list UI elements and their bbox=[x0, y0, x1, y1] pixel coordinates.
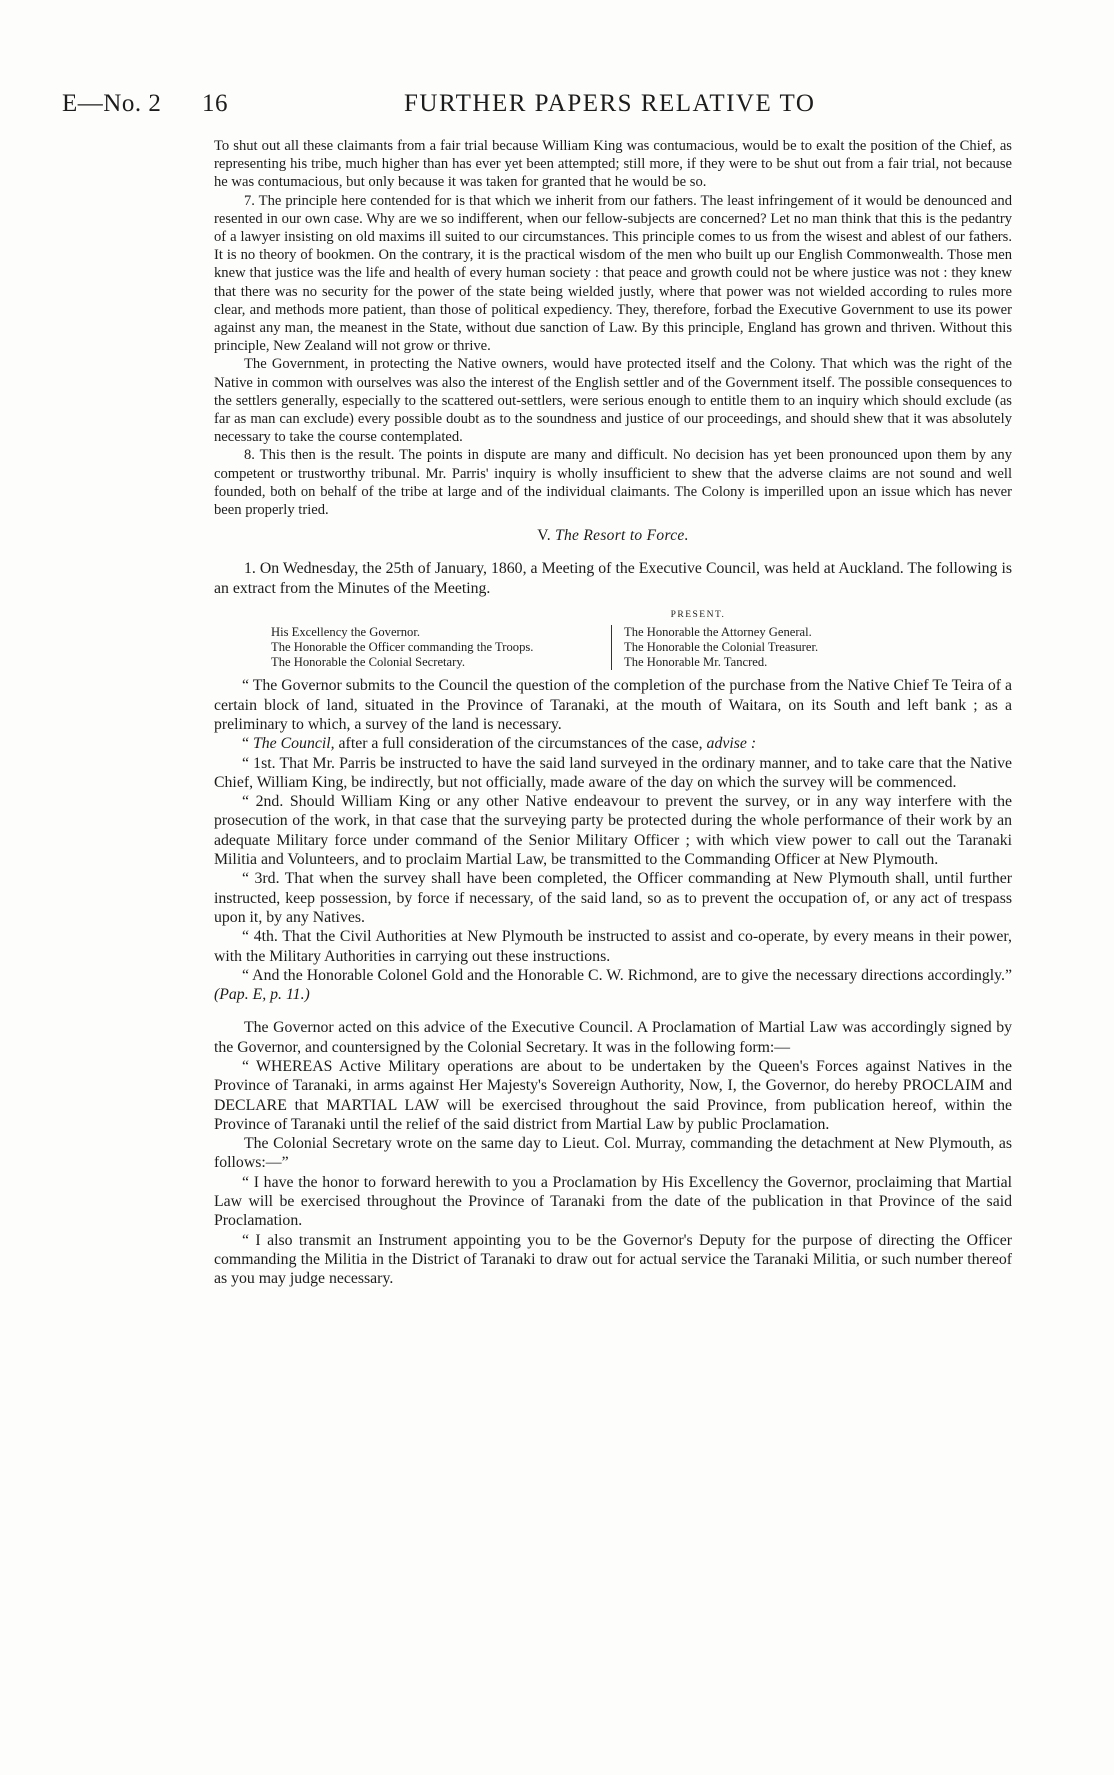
attendance-left-column bbox=[214, 625, 612, 670]
paragraph: 8. This then is the result. The points in dispute are many and difficult. No decision has yet been pronounced upon them by any competent or trustworthy tribunal. Mr. Parris' inquiry is wholly insufficient to shew that the adverse claims are not sound and well founded, both on behalf of the tribe at large and of the individual claimants. The Colony is imperilled upon an issue which has never been properly tried. bbox=[214, 447, 1012, 519]
attendee: The Honorable the Attorney General. bbox=[624, 625, 812, 640]
citation: (Pap. E, p. 11.) bbox=[214, 986, 310, 1004]
section-title: The Resort to Force. bbox=[555, 527, 689, 545]
letter-quote: “ I also transmit an Instrument appointing you to be the Governor's Deputy for the purpose of directing the Officer commanding the Militia in the District of Taranaki to draw out for actual service the Taranaki Militia, or such number thereof as you may judge necessary. bbox=[214, 1231, 1012, 1288]
attendee: The Honorable the Colonial Secretary. bbox=[271, 655, 465, 670]
attendee: The Honorable the Colonial Treasurer. bbox=[624, 640, 819, 655]
advise-prefix: “ bbox=[242, 735, 253, 753]
minute-paragraph: “ The Governor submits to the Council the question of the completion of the purchase from the Native Chief Te Teira of a certain block of land, situated in the Province of Taranaki, at the mouth of Waitara, on its South and left bank ; as a preliminary to which, a survey of the land is necessary. bbox=[214, 677, 1012, 733]
advise-word: advise : bbox=[706, 735, 757, 753]
advise-subject: The Council, bbox=[252, 735, 335, 753]
resolution-text: “ And the Honorable Colonel Gold and the Honorable C. W. Richmond, are to give the necessary directions accordingly.” bbox=[242, 966, 1012, 984]
paragraph: The Colonial Secretary wrote on the same day to Lieut. Col. Murray, commanding the detachment at New Plymouth, as follows:—” bbox=[214, 1135, 1012, 1172]
section-numeral: V. bbox=[537, 527, 551, 545]
attendance-right-column bbox=[612, 625, 818, 670]
page-number: 16 bbox=[202, 90, 228, 117]
attendance-list bbox=[214, 625, 1012, 670]
meeting-intro: 1. On Wednesday, the 25th of January, 1860, a Meeting of the Executive Council, was held at Auckland. The following is an extract from the Minutes of the Meeting. bbox=[214, 560, 1012, 597]
advise-middle: after a full consideration of the circumstances of the case, bbox=[334, 735, 707, 753]
attendee: His Excellency the Governor. bbox=[271, 625, 420, 640]
resolution: “ 4th. That the Civil Authorities at New Plymouth be instructed to assist and co-operate, by every means in their power, with the Military Authorities in carrying out these instructions. bbox=[214, 928, 1012, 965]
advise-line bbox=[214, 734, 1012, 753]
attendee: The Honorable Mr. Tancred. bbox=[624, 655, 768, 670]
spacer bbox=[214, 1004, 1012, 1018]
paragraph: The Government, in protecting the Native owners, would have protected itself and the Colony. That which was the right of the Native in common with ourselves was also the interest of the English settler and of the Government itself. The possible consequences to the settlers generally, especially to the scattered out-settlers, were serious enough to entitle them to an inquiry which should exclude (as far as man can exclude) every possible doubt as to the soundness and justice of our proceedings, and should shew that it was absolutely necessary to take the course contemplated. bbox=[214, 356, 1012, 446]
body-text bbox=[214, 137, 1012, 1289]
attendee: The Honorable the Officer commanding the Troops. bbox=[271, 640, 534, 655]
paragraph: 7. The principle here contended for is that which we inherit from our fathers. The least infringement of it would be denounced and resented in our own case. Why are we so indifferent, when our fellow-subjects are concerned? Let no man think that this is the pedantry of a lawyer insisting on old maxims ill suited to our circumstances. This principle comes to us from the wisest and ablest of our fathers. It is no theory of bookmen. On the contrary, it is the practical wisdom of the men who built up our English Commonwealth. Those men knew that justice was the life and health of every human society : that peace and growth could not be where justice was not : they knew that there was no security for the power of the state being wielded justly, where that power was not wielded according to rules more clear, and methods more patient, than those of political expediency. They, therefore, forbad the Executive Government to use its power against any man, the meanest in the State, without due sanction of Law. By this principle, England has grown and thriven. Without this principle, New Zealand will not grow or thrive. bbox=[214, 192, 1012, 355]
paragraph: The Governor acted on this advice of the Executive Council. A Proclamation of Martial Law was accordingly signed by the Governor, and countersigned by the Colonial Secretary. It was in the following form:— bbox=[214, 1019, 1012, 1056]
resolution: “ 2nd. Should William King or any other Native endeavour to prevent the survey, or in any way interfere with the prosecution of the work, in that case that the surveying party be protected during the whole performance of their work by an adequate Military force under command of the Senior Military Officer ; with which view power to call out the Taranaki Militia and Volunteers, and to proclaim Martial Law, be transmitted to the Commanding Officer at New Plymouth. bbox=[214, 793, 1012, 869]
meeting-block bbox=[214, 559, 1012, 1288]
running-head bbox=[62, 90, 842, 124]
paragraph: To shut out all these claimants from a fair trial because William King was contumacious, would be to exalt the position of the Chief, as representing his tribe, much higher than has ever yet been attempted; still more, if they were to be shut out from a fair trial, not because he was contumacious, but only because it was taken for granted that he would be so. bbox=[214, 138, 1012, 191]
resolution: “ 3rd. That when the survey shall have been completed, the Officer commanding at New Plymouth shall, until further instructed, keep possession, by force if necessary, of the said land, so as to prevent the occupation of, or any act of trespass upon it, by any Natives. bbox=[214, 870, 1012, 926]
resolution bbox=[214, 966, 1012, 1005]
resolution: “ 1st. That Mr. Parris be instructed to have the said land surveyed in the ordinary manner, and to take care that the Native Chief, William King, be indirectly, but not officially, made aware of the day on which the survey will be commenced. bbox=[214, 754, 1012, 791]
section-heading bbox=[214, 527, 1012, 545]
page-title: FURTHER PAPERS RELATIVE TO bbox=[404, 90, 816, 117]
letter-quote: “ I have the honor to forward herewith to you a Proclamation by His Excellency the Governor, proclaiming that Martial Law will be exercised throughout the Province of Taranaki from the date of the publication in that Province of the said Proclamation. bbox=[214, 1173, 1012, 1230]
document-code: E—No. 2 bbox=[62, 90, 162, 117]
proclamation-text: “ WHEREAS Active Military operations are about to be undertaken by the Queen's Forces against Natives in the Province of Taranaki, in arms against Her Majesty's Sovereign Authority, Now, I, the Governor, do hereby PROCLAIM and DECLARE that MARTIAL LAW will be exercised throughout the said Province, from publication hereof, within the Province of Taranaki until the relief of the said district from Martial Law by public Proclamation. bbox=[214, 1058, 1012, 1133]
present-label: PRESENT. bbox=[670, 610, 726, 621]
